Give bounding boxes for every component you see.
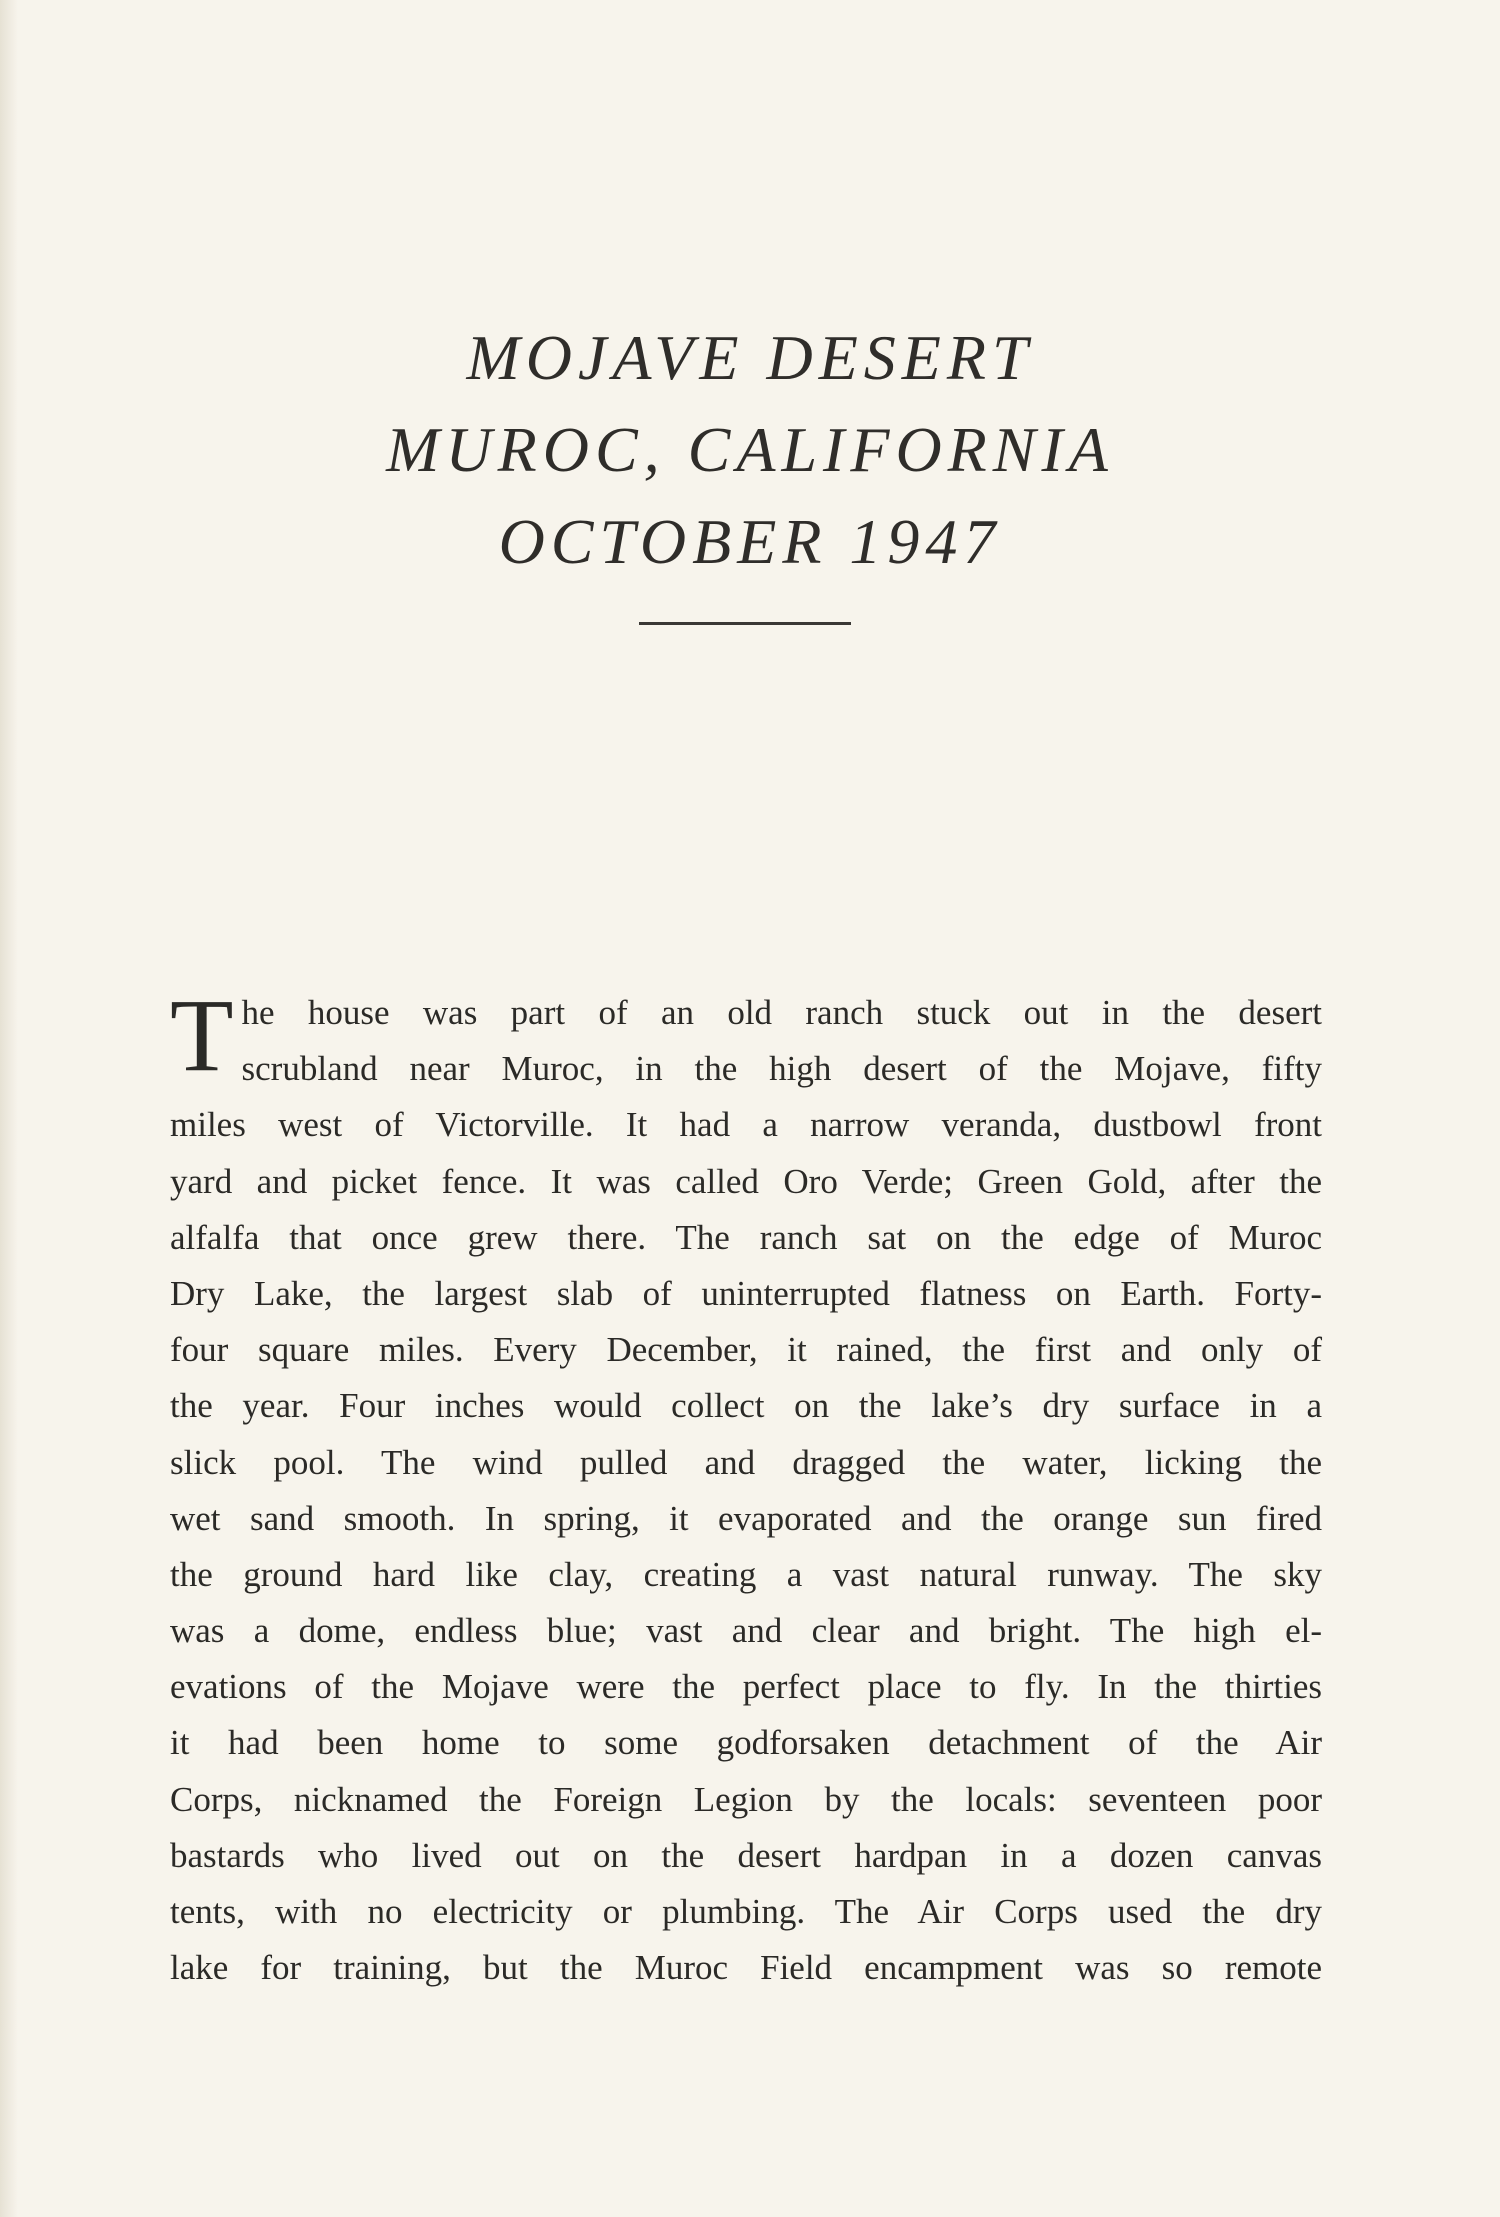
heading-place: MUROC, CALIFORNIA [386,414,1114,485]
body-line: it had been home to some godforsaken detachment of the Air [170,1723,1322,1763]
body-line: Dry Lake, the largest slab of uninterrupted flatness on Earth. Forty- [170,1273,1322,1313]
body-line: evations of the Mojave were the perfect place to fly. In the thirties [170,1667,1322,1707]
body-line: the year. Four inches would collect on the lake’s dry surface in a [170,1386,1322,1426]
chapter-heading [0,312,1500,588]
body-paragraph [170,985,1322,1996]
body-line: scrubland near Muroc, in the high desert of the Mojave, fifty [241,1049,1322,1089]
body-line: slick pool. The wind pulled and dragged the water, licking the [170,1442,1322,1482]
body-line: yard and picket fence. It was called Oro Verde; Green Gold, after the [170,1161,1322,1201]
body-line: lake for training, but the Muroc Field encampment was so remote [170,1948,1322,1988]
body-line: he house was part of an old ranch stuck out in the desert [241,993,1322,1032]
body-line: bastards who lived out on the desert hardpan in a dozen canvas [170,1835,1322,1875]
heading-date: OCTOBER 1947 [498,506,1002,577]
body-line: the ground hard like clay, creating a vast natural runway. The sky [170,1554,1322,1594]
heading-location: MOJAVE DESERT [466,322,1034,393]
body-line: tents, with no electricity or plumbing. The Air Corps used the dry [170,1892,1322,1931]
body-line: four square miles. Every December, it rained, the first and only of [170,1330,1322,1370]
body-line: miles west of Victorville. It had a narrow veranda, dustbowl front [170,1105,1322,1145]
body-line: Corps, nicknamed the Foreign Legion by the locals: seventeen poor [170,1779,1322,1819]
body-line: wet sand smooth. In spring, it evaporated and the orange sun fired [170,1498,1322,1538]
heading-divider [639,622,851,625]
body-line: alfalfa that once grew there. The ranch sat on the edge of Muroc [170,1217,1322,1257]
drop-cap: T [170,985,234,1093]
drop-cap-block [170,985,1322,1097]
body-line: was a dome, endless blue; vast and clear and bright. The high el- [170,1611,1322,1651]
